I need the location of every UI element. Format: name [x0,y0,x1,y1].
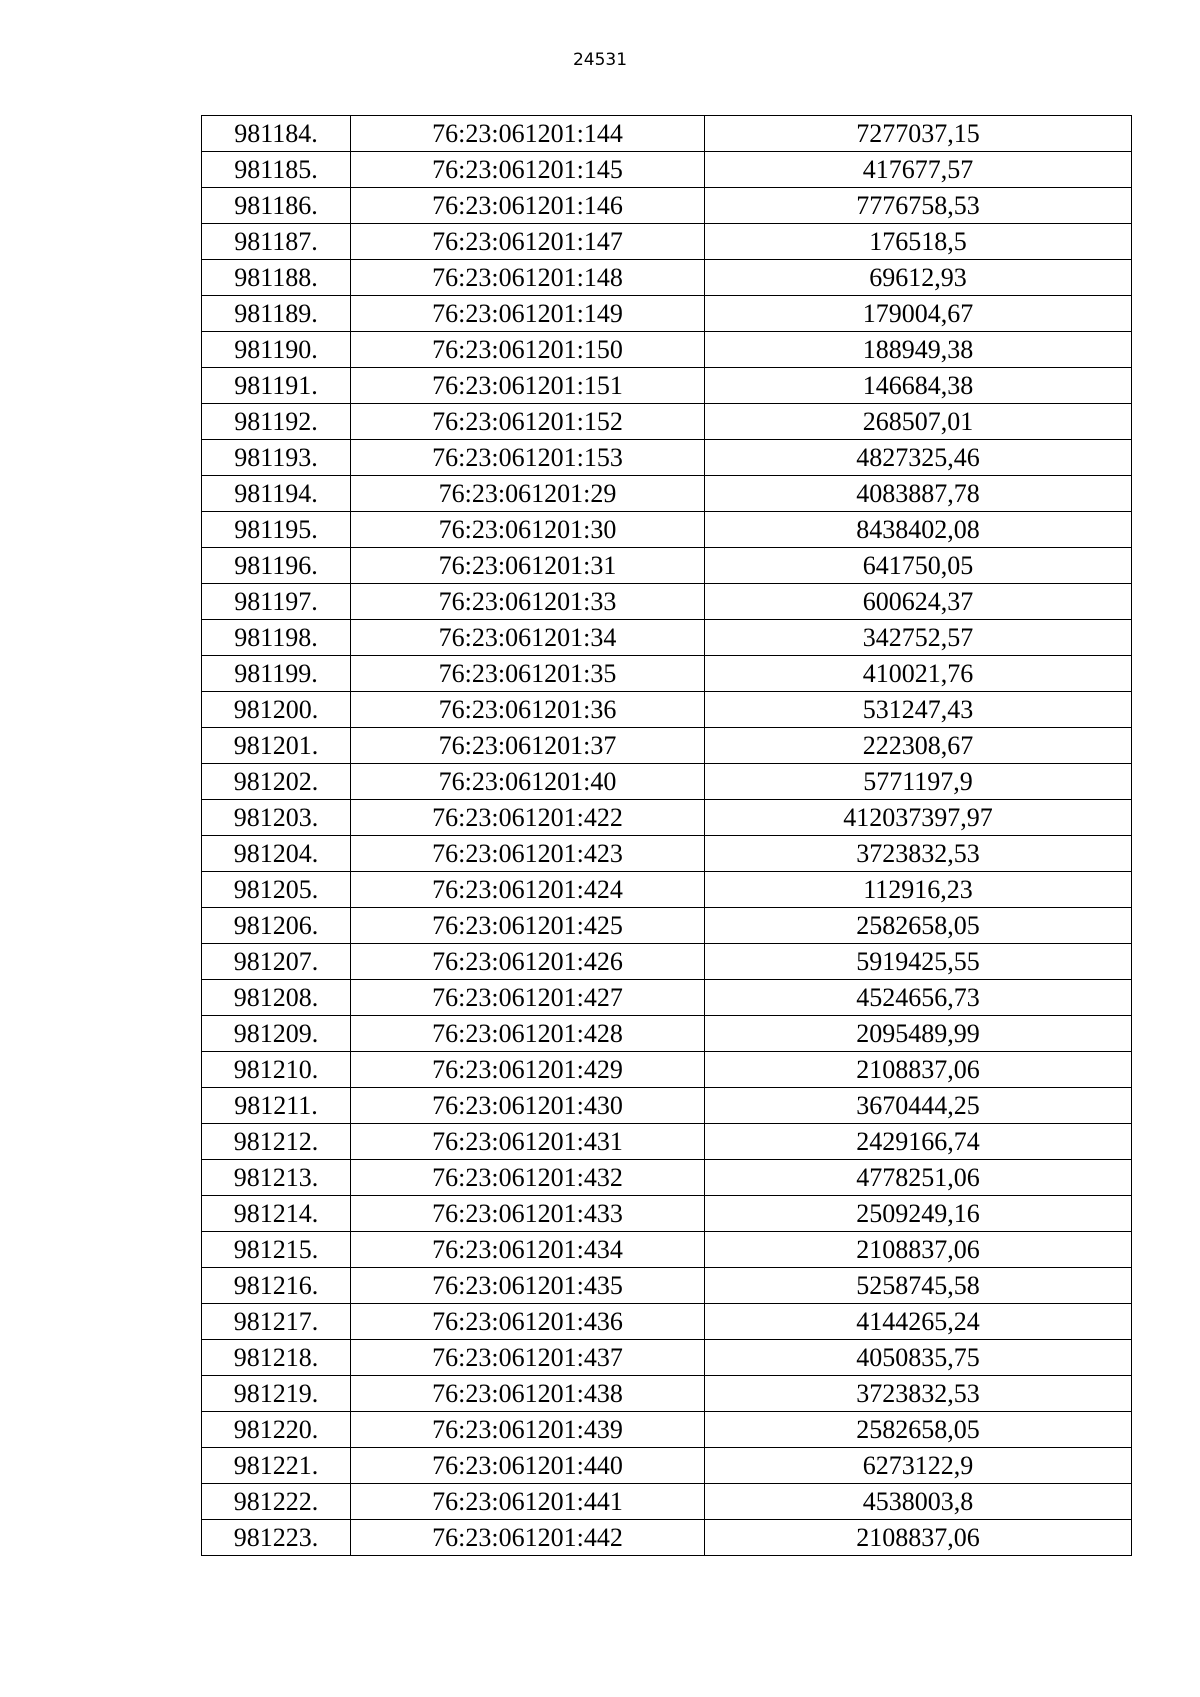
value-cell: 2108837,06 [705,1232,1132,1268]
table-row [202,656,1132,692]
table-row [202,584,1132,620]
value-cell: 2582658,05 [705,908,1132,944]
table-row [202,116,1132,152]
row-number-cell: 981213. [202,1160,351,1196]
cadastral-number-cell: 76:23:061201:426 [351,944,705,980]
table-row [202,872,1132,908]
row-number-cell: 981195. [202,512,351,548]
table-row [202,404,1132,440]
row-number-cell: 981192. [202,404,351,440]
row-number-cell: 981219. [202,1376,351,1412]
row-number-cell: 981212. [202,1124,351,1160]
table-row [202,692,1132,728]
table-row [202,368,1132,404]
row-number-cell: 981197. [202,584,351,620]
row-number-cell: 981216. [202,1268,351,1304]
row-number-cell: 981202. [202,764,351,800]
row-number-cell: 981189. [202,296,351,332]
value-cell: 417677,57 [705,152,1132,188]
row-number-cell: 981209. [202,1016,351,1052]
cadastral-number-cell: 76:23:061201:145 [351,152,705,188]
row-number-cell: 981196. [202,548,351,584]
value-cell: 4827325,46 [705,440,1132,476]
table-row [202,1484,1132,1520]
row-number-cell: 981201. [202,728,351,764]
value-cell: 5919425,55 [705,944,1132,980]
row-number-cell: 981211. [202,1088,351,1124]
row-number-cell: 981191. [202,368,351,404]
cadastral-number-cell: 76:23:061201:428 [351,1016,705,1052]
row-number-cell: 981203. [202,800,351,836]
table-row [202,152,1132,188]
row-number-cell: 981184. [202,116,351,152]
row-number-cell: 981217. [202,1304,351,1340]
cadastral-number-cell: 76:23:061201:146 [351,188,705,224]
row-number-cell: 981215. [202,1232,351,1268]
cadastral-number-cell: 76:23:061201:151 [351,368,705,404]
table-row [202,728,1132,764]
table-row [202,440,1132,476]
row-number-cell: 981221. [202,1448,351,1484]
value-cell: 2108837,06 [705,1052,1132,1088]
row-number-cell: 981198. [202,620,351,656]
value-cell: 146684,38 [705,368,1132,404]
table-row [202,908,1132,944]
value-cell: 112916,23 [705,872,1132,908]
cadastral-number-cell: 76:23:061201:30 [351,512,705,548]
value-cell: 6273122,9 [705,1448,1132,1484]
row-number-cell: 981223. [202,1520,351,1556]
cadastral-number-cell: 76:23:061201:432 [351,1160,705,1196]
table-row [202,296,1132,332]
table-row [202,188,1132,224]
cadastral-number-cell: 76:23:061201:150 [351,332,705,368]
row-number-cell: 981200. [202,692,351,728]
cadastral-number-cell: 76:23:061201:422 [351,800,705,836]
cadastral-number-cell: 76:23:061201:40 [351,764,705,800]
cadastral-number-cell: 76:23:061201:33 [351,584,705,620]
value-cell: 531247,43 [705,692,1132,728]
value-cell: 342752,57 [705,620,1132,656]
table-row [202,1124,1132,1160]
cadastral-number-cell: 76:23:061201:439 [351,1412,705,1448]
cadastral-number-cell: 76:23:061201:31 [351,548,705,584]
row-number-cell: 981190. [202,332,351,368]
cadastral-number-cell: 76:23:061201:427 [351,980,705,1016]
value-cell: 410021,76 [705,656,1132,692]
value-cell: 7277037,15 [705,116,1132,152]
row-number-cell: 981207. [202,944,351,980]
cadastral-number-cell: 76:23:061201:429 [351,1052,705,1088]
table-row [202,1196,1132,1232]
table-row [202,836,1132,872]
value-cell: 176518,5 [705,224,1132,260]
value-cell: 5771197,9 [705,764,1132,800]
row-number-cell: 981222. [202,1484,351,1520]
value-cell: 4778251,06 [705,1160,1132,1196]
cadastral-number-cell: 76:23:061201:434 [351,1232,705,1268]
value-cell: 5258745,58 [705,1268,1132,1304]
table-row [202,1232,1132,1268]
cadastral-number-cell: 76:23:061201:430 [351,1088,705,1124]
row-number-cell: 981218. [202,1340,351,1376]
cadastral-number-cell: 76:23:061201:152 [351,404,705,440]
cadastral-number-cell: 76:23:061201:442 [351,1520,705,1556]
value-cell: 4050835,75 [705,1340,1132,1376]
cadastral-number-cell: 76:23:061201:438 [351,1376,705,1412]
cadastral-number-cell: 76:23:061201:34 [351,620,705,656]
cadastral-number-cell: 76:23:061201:440 [351,1448,705,1484]
value-cell: 8438402,08 [705,512,1132,548]
value-cell: 412037397,97 [705,800,1132,836]
value-cell: 268507,01 [705,404,1132,440]
table-row [202,944,1132,980]
table-row [202,1520,1132,1556]
row-number-cell: 981220. [202,1412,351,1448]
value-cell: 2095489,99 [705,1016,1132,1052]
cadastral-number-cell: 76:23:061201:148 [351,260,705,296]
table-row [202,980,1132,1016]
value-cell: 2582658,05 [705,1412,1132,1448]
row-number-cell: 981205. [202,872,351,908]
value-cell: 188949,38 [705,332,1132,368]
table-row [202,1304,1132,1340]
table-row [202,476,1132,512]
table-row [202,1268,1132,1304]
cadastral-number-cell: 76:23:061201:35 [351,656,705,692]
cadastral-number-cell: 76:23:061201:424 [351,872,705,908]
table-row [202,800,1132,836]
table-row [202,1052,1132,1088]
cadastral-number-cell: 76:23:061201:423 [351,836,705,872]
cadastral-number-cell: 76:23:061201:144 [351,116,705,152]
row-number-cell: 981206. [202,908,351,944]
value-cell: 3723832,53 [705,836,1132,872]
table-row [202,1016,1132,1052]
value-cell: 2108837,06 [705,1520,1132,1556]
row-number-cell: 981214. [202,1196,351,1232]
cadastral-number-cell: 76:23:061201:29 [351,476,705,512]
row-number-cell: 981188. [202,260,351,296]
row-number-cell: 981208. [202,980,351,1016]
registry-table-body [202,116,1132,1556]
table-row [202,332,1132,368]
table-row [202,224,1132,260]
table-row [202,1088,1132,1124]
value-cell: 2429166,74 [705,1124,1132,1160]
value-cell: 2509249,16 [705,1196,1132,1232]
registry-table [201,115,1132,1556]
cadastral-number-cell: 76:23:061201:435 [351,1268,705,1304]
table-row [202,620,1132,656]
cadastral-number-cell: 76:23:061201:37 [351,728,705,764]
value-cell: 4538003,8 [705,1484,1132,1520]
value-cell: 641750,05 [705,548,1132,584]
cadastral-number-cell: 76:23:061201:149 [351,296,705,332]
value-cell: 179004,67 [705,296,1132,332]
value-cell: 7776758,53 [705,188,1132,224]
value-cell: 222308,67 [705,728,1132,764]
cadastral-number-cell: 76:23:061201:153 [351,440,705,476]
row-number-cell: 981193. [202,440,351,476]
cadastral-number-cell: 76:23:061201:147 [351,224,705,260]
table-row [202,1376,1132,1412]
cadastral-number-cell: 76:23:061201:441 [351,1484,705,1520]
row-number-cell: 981185. [202,152,351,188]
row-number-cell: 981204. [202,836,351,872]
table-row [202,1412,1132,1448]
value-cell: 600624,37 [705,584,1132,620]
page-number: 24531 [572,50,628,70]
value-cell: 69612,93 [705,260,1132,296]
table-row [202,260,1132,296]
value-cell: 4524656,73 [705,980,1132,1016]
table-row [202,1340,1132,1376]
table-row [202,548,1132,584]
table-row [202,1160,1132,1196]
cadastral-number-cell: 76:23:061201:36 [351,692,705,728]
row-number-cell: 981186. [202,188,351,224]
cadastral-number-cell: 76:23:061201:425 [351,908,705,944]
value-cell: 4144265,24 [705,1304,1132,1340]
row-number-cell: 981187. [202,224,351,260]
value-cell: 3723832,53 [705,1376,1132,1412]
cadastral-number-cell: 76:23:061201:431 [351,1124,705,1160]
table-row [202,1448,1132,1484]
cadastral-number-cell: 76:23:061201:437 [351,1340,705,1376]
cadastral-number-cell: 76:23:061201:433 [351,1196,705,1232]
value-cell: 3670444,25 [705,1088,1132,1124]
table-row [202,764,1132,800]
table-row [202,512,1132,548]
value-cell: 4083887,78 [705,476,1132,512]
row-number-cell: 981194. [202,476,351,512]
cadastral-number-cell: 76:23:061201:436 [351,1304,705,1340]
row-number-cell: 981199. [202,656,351,692]
row-number-cell: 981210. [202,1052,351,1088]
